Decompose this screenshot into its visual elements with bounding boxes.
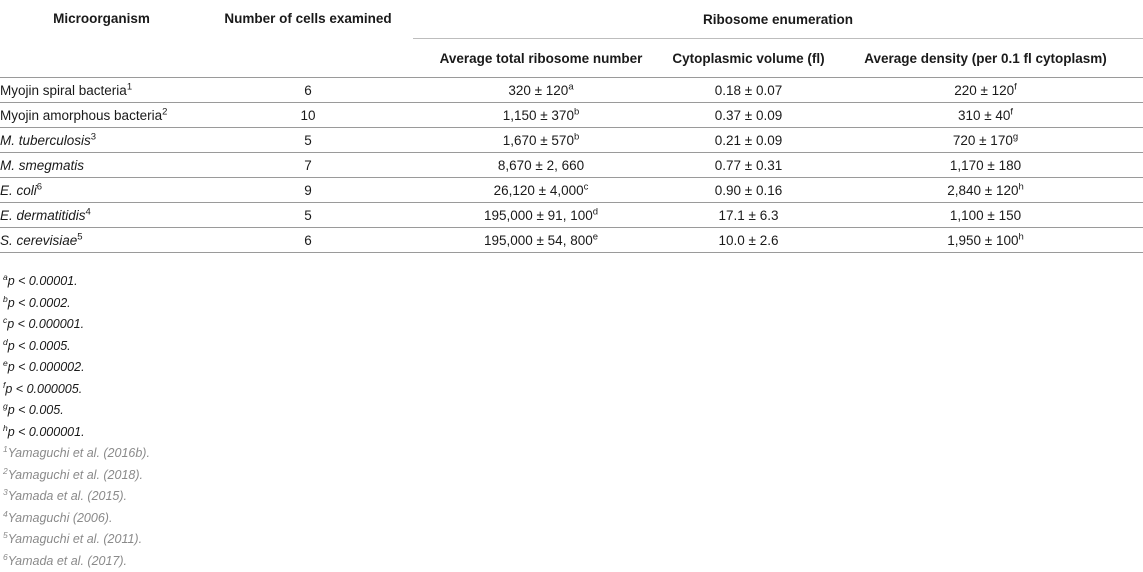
density-value: 720 ± 170 <box>953 133 1013 148</box>
reference-link[interactable]: Yamada et al. (2017). <box>8 554 127 568</box>
table-row <box>0 128 1143 153</box>
footnote-marker: 1 <box>3 444 8 454</box>
microorganism-name: E. coli <box>0 183 37 198</box>
stat-footnotes <box>3 271 1103 443</box>
cell-cyto-volume: 0.18 ± 0.07 <box>669 78 828 103</box>
table-row <box>0 178 1143 203</box>
stat-footnote <box>3 379 1103 401</box>
table-body <box>0 78 1143 253</box>
cell-cyto-volume: 17.1 ± 6.3 <box>669 203 828 228</box>
significance-marker: b <box>574 131 579 142</box>
cell-cells-examined: 5 <box>203 203 413 228</box>
reference-marker: 6 <box>37 181 42 192</box>
cell-cyto-volume: 0.77 ± 0.31 <box>669 153 828 178</box>
footnote-marker: g <box>3 401 8 411</box>
stat-footnote <box>3 336 1103 358</box>
significance-marker: b <box>574 106 579 117</box>
footnote-marker: a <box>3 272 8 282</box>
footnote-marker: e <box>3 358 8 368</box>
cell-microorganism <box>0 128 203 153</box>
cell-cyto-volume: 0.90 ± 0.16 <box>669 178 828 203</box>
significance-marker: e <box>593 231 598 242</box>
ribosome-value: 1,150 ± 370 <box>503 108 574 123</box>
footnote-marker: h <box>3 422 8 432</box>
microorganism-name: Myojin spiral bacteria <box>0 83 127 98</box>
density-value: 310 ± 40 <box>958 108 1010 123</box>
cell-microorganism <box>0 228 203 253</box>
significance-marker: f <box>1010 106 1013 117</box>
stat-footnote <box>3 314 1103 336</box>
significance-marker: g <box>1013 131 1018 142</box>
cell-avg-density <box>828 203 1143 228</box>
table-row <box>0 203 1143 228</box>
significance-marker: a <box>568 81 573 92</box>
cell-avg-density <box>828 103 1143 128</box>
cell-avg-total <box>413 228 669 253</box>
significance-marker: f <box>1014 81 1017 92</box>
density-value: 2,840 ± 120 <box>947 183 1018 198</box>
cell-microorganism <box>0 103 203 128</box>
density-value: 220 ± 120 <box>954 83 1014 98</box>
footnote-marker: d <box>3 336 8 346</box>
microorganism-name: E. dermatitidis <box>0 208 86 223</box>
significance-marker: h <box>1018 231 1023 242</box>
ribosome-table <box>0 0 1143 253</box>
cell-cells-examined: 10 <box>203 103 413 128</box>
microorganism-name: M. smegmatis <box>0 158 84 173</box>
density-value: 1,170 ± 180 <box>950 158 1021 173</box>
footnote-marker: b <box>3 293 8 303</box>
cell-microorganism <box>0 153 203 178</box>
footnote-text: p < 0.000001. <box>8 425 85 439</box>
footnote-text: p < 0.005. <box>8 403 64 417</box>
reference-link[interactable]: Yamaguchi et al. (2011). <box>8 532 142 546</box>
footnote-text: p < 0.000005. <box>5 382 82 396</box>
footnote-text: p < 0.0005. <box>8 339 71 353</box>
header-microorganism: Microorganism <box>0 0 203 78</box>
header-avg-density: Average density (per 0.1 fl cytoplasm) <box>828 39 1143 78</box>
cell-avg-total <box>413 203 669 228</box>
footnote-marker: 6 <box>3 551 8 561</box>
footnote-text: p < 0.000002. <box>8 360 85 374</box>
cell-avg-total <box>413 128 669 153</box>
stat-footnote <box>3 422 1103 444</box>
footnote-marker: c <box>3 315 7 325</box>
footnotes <box>3 271 1103 572</box>
table-row <box>0 153 1143 178</box>
reference-footnote <box>3 465 1103 487</box>
cell-avg-density <box>828 178 1143 203</box>
cell-microorganism <box>0 203 203 228</box>
cell-avg-total <box>413 78 669 103</box>
density-value: 1,100 ± 150 <box>950 208 1021 223</box>
stat-footnote <box>3 400 1103 422</box>
significance-marker: d <box>593 206 598 217</box>
reference-marker: 4 <box>86 206 91 217</box>
ribosome-value: 320 ± 120 <box>508 83 568 98</box>
reference-footnote <box>3 529 1103 551</box>
microorganism-name: M. tuberculosis <box>0 133 91 148</box>
ribosome-value: 1,670 ± 570 <box>503 133 574 148</box>
cell-avg-density <box>828 153 1143 178</box>
cell-avg-density <box>828 128 1143 153</box>
footnote-text: p < 0.0002. <box>8 296 71 310</box>
cell-microorganism <box>0 178 203 203</box>
microorganism-name: Myojin amorphous bacteria <box>0 108 162 123</box>
cell-avg-total <box>413 153 669 178</box>
footnote-text: p < 0.00001. <box>8 274 78 288</box>
table-row <box>0 103 1143 128</box>
header-ribosome-enumeration: Ribosome enumeration <box>413 0 1143 39</box>
footnote-text: p < 0.000001. <box>7 317 84 331</box>
header-cyto-volume: Cytoplasmic volume (fl) <box>669 39 828 78</box>
cell-microorganism <box>0 78 203 103</box>
significance-marker: c <box>584 181 589 192</box>
ribosome-value: 26,120 ± 4,000 <box>494 183 584 198</box>
footnote-marker: 3 <box>3 487 8 497</box>
table-row <box>0 228 1143 253</box>
cell-cells-examined: 6 <box>203 78 413 103</box>
reference-marker: 5 <box>77 231 82 242</box>
footnote-marker: f <box>3 379 5 389</box>
header-avg-total: Average total ribosome number <box>413 39 669 78</box>
reference-link[interactable]: Yamaguchi et al. (2016b). <box>8 446 150 460</box>
reference-footnote <box>3 486 1103 508</box>
cell-cells-examined: 9 <box>203 178 413 203</box>
ribosome-value: 195,000 ± 54, 800 <box>484 233 593 248</box>
cell-avg-density <box>828 228 1143 253</box>
reference-marker: 3 <box>91 131 96 142</box>
reference-link[interactable]: Yamaguchi et al. (2018). <box>8 468 143 482</box>
reference-footnote <box>3 443 1103 465</box>
ribosome-value: 195,000 ± 91, 100 <box>484 208 593 223</box>
cell-cells-examined: 6 <box>203 228 413 253</box>
stat-footnote <box>3 293 1103 315</box>
footnote-marker: 2 <box>3 465 8 475</box>
cell-cyto-volume: 0.37 ± 0.09 <box>669 103 828 128</box>
reference-link[interactable]: Yamada et al. (2015). <box>8 489 127 503</box>
cell-avg-density <box>828 78 1143 103</box>
cell-cells-examined: 7 <box>203 153 413 178</box>
reference-footnote <box>3 508 1103 530</box>
table-row <box>0 78 1143 103</box>
footnote-marker: 4 <box>3 508 8 518</box>
reference-footnote <box>3 551 1103 572</box>
footnote-marker: 5 <box>3 530 8 540</box>
significance-marker: h <box>1018 181 1023 192</box>
header-cells-examined: Number of cells examined <box>203 0 413 78</box>
reference-marker: 1 <box>127 81 132 92</box>
cell-cells-examined: 5 <box>203 128 413 153</box>
microorganism-name: S. cerevisiae <box>0 233 77 248</box>
stat-footnote <box>3 271 1103 293</box>
reference-marker: 2 <box>162 106 167 117</box>
reference-link[interactable]: Yamaguchi (2006). <box>8 511 113 525</box>
cell-avg-total <box>413 178 669 203</box>
cell-cyto-volume: 0.21 ± 0.09 <box>669 128 828 153</box>
density-value: 1,950 ± 100 <box>947 233 1018 248</box>
ribosome-value: 8,670 ± 2, 660 <box>498 158 584 173</box>
cell-cyto-volume: 10.0 ± 2.6 <box>669 228 828 253</box>
reference-footnotes <box>3 443 1103 572</box>
stat-footnote <box>3 357 1103 379</box>
cell-avg-total <box>413 103 669 128</box>
